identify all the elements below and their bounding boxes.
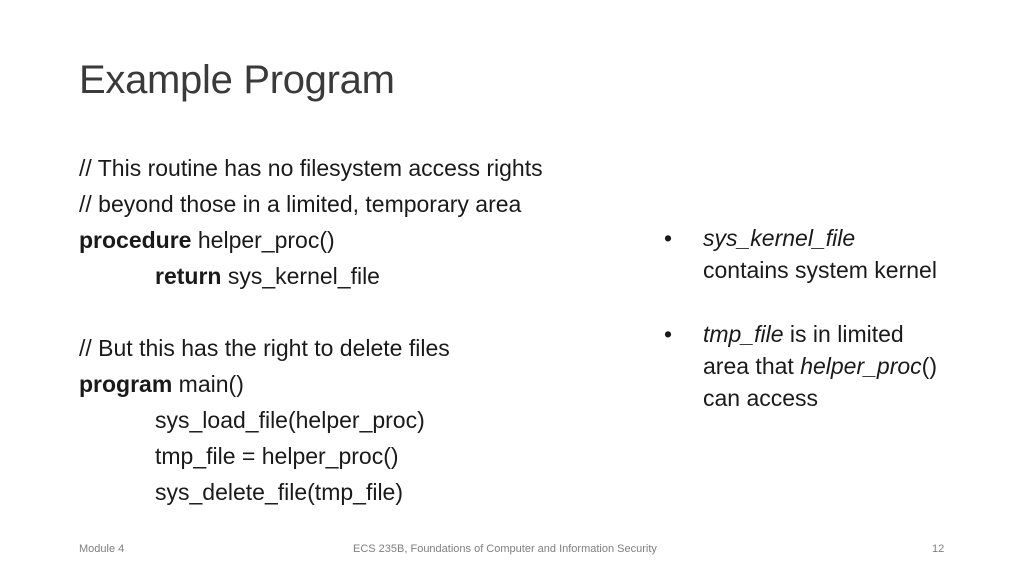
bullet-text-access: () can access — [703, 353, 937, 411]
return-value: sys_kernel_file — [221, 263, 380, 289]
code-comment-2: // beyond those in a limited, temporary area — [79, 191, 522, 217]
bullet-marker: • — [664, 321, 673, 347]
term-sys-kernel-file: sys_kernel_file — [703, 225, 856, 251]
code-program-line — [79, 366, 649, 402]
slide-title: Example Program — [79, 58, 395, 102]
code-load-line: sys_load_file(helper_proc) — [155, 407, 425, 433]
bullet-item-kernel-file — [664, 222, 954, 286]
code-comment-1: // This routine has no filesystem access rights — [79, 155, 543, 181]
bullet-text-kernel: contains system kernel — [703, 257, 937, 283]
keyword-procedure: procedure — [79, 227, 192, 253]
keyword-program: program — [79, 371, 173, 397]
code-return-line — [79, 258, 649, 294]
code-tmp-line: tmp_file = helper_proc() — [155, 443, 399, 469]
bullet-marker: • — [664, 225, 673, 251]
footer-module: Module 4 — [79, 543, 125, 555]
bullet-item-tmp-file — [664, 318, 954, 414]
program-signature: main() — [172, 371, 244, 397]
code-delete-line: sys_delete_file(tmp_file) — [155, 479, 404, 505]
code-procedure-line — [79, 222, 649, 258]
term-tmp-file: tmp_file — [703, 321, 784, 347]
footer-course: ECS 235B, Foundations of Computer and Information Security — [353, 543, 657, 555]
bullet-text-limited: is in limited area that — [703, 321, 904, 379]
code-gap — [79, 294, 649, 330]
term-helper-proc: helper_proc — [800, 353, 922, 379]
code-comment-3: // But this has the right to delete files — [79, 335, 450, 361]
code-block — [79, 150, 649, 510]
footer-page-number: 12 — [932, 543, 945, 555]
keyword-return: return — [155, 263, 222, 289]
bullet-list — [664, 222, 954, 446]
procedure-signature: helper_proc() — [191, 227, 335, 253]
